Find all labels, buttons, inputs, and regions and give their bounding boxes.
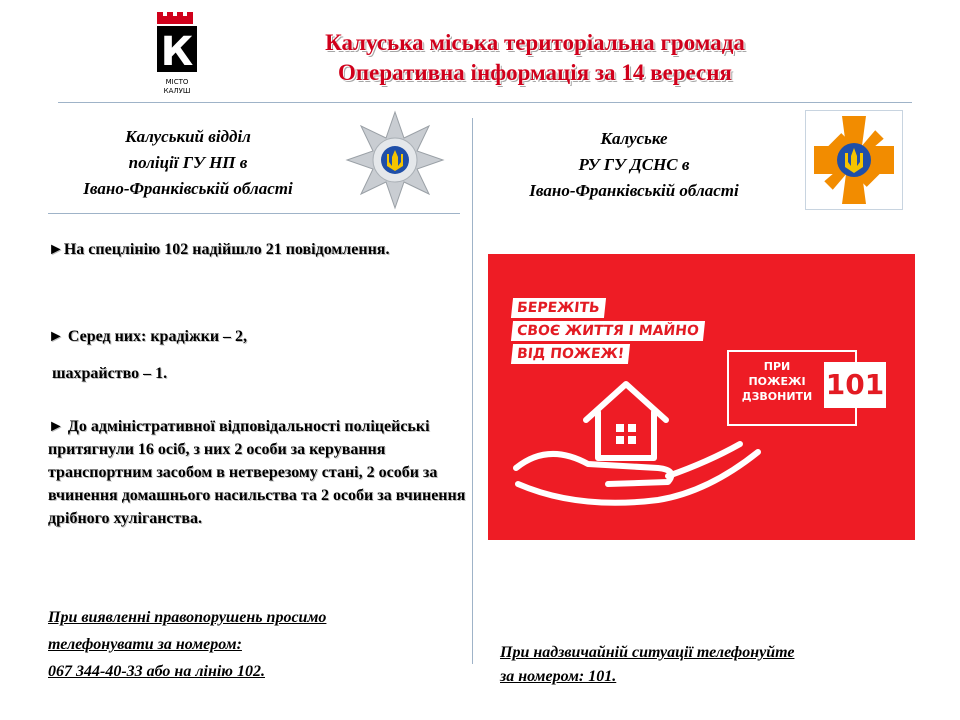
dsns-title-line-1: Калуське [600,129,668,148]
police-contact [48,604,468,685]
logo-caption-line1: МІСТО [165,78,189,86]
page-title [230,28,840,88]
police-title [38,124,338,202]
police-star-trident-icon [340,110,450,210]
title-line-1: Калуська міська територіальна громада [325,30,745,55]
dsns-contact-line-1: При надзвичайній ситуації телефонуйте [500,644,795,661]
police-title-line-1: Калуський відділ [125,127,251,146]
city-logo [152,10,202,98]
police-report-thefts: ► Серед них: крадіжки – 2, [48,328,248,345]
slogan-line-1: БЕРЕЖІТЬ [511,298,606,318]
dsns-title [494,126,774,204]
police-divider [48,213,460,214]
police-report-calls: ►На спецлінію 102 надійшло 21 повідомлення. [48,241,390,258]
title-line-2: Оперативна інформація за 14 вересня [338,60,732,85]
police-title-line-2: поліції ГУ НП в [128,153,248,172]
banner-phone-number: 101 [824,362,886,408]
dsns-phone-link[interactable]: за номером: 101. [500,668,617,685]
police-report-admin: ► До адміністративної відповідальності поліцейські притягнули 16 осіб, з них 2 особи за керування транспортним засобом в нетверезому стані, 2 особи за вчинення домашнього насильства та 2 особи за вчинення дрібного хуліганства. [48,418,466,527]
police-contact-line-1: При виявленні правопорушень просимо [48,609,327,626]
call-text-line-1: ПРИ [763,360,791,373]
slogan-line-2: СВОЄ ЖИТТЯ І МАЙНО [511,321,705,341]
police-title-line-3: Івано-Франківській області [83,179,293,198]
call-text-line-2: ПОЖЕЖІ [748,375,806,388]
police-phone-link[interactable]: 067 344-40-33 або на лінію 102. [48,663,265,680]
police-contact-line-2: телефонувати за номером: [48,636,242,653]
dsns-title-line-3: Івано-Франківській області [529,181,739,200]
dsns-contact [500,641,920,689]
call-text-line-3: ДЗВОНИТИ [741,390,813,403]
banner-call-text [737,359,817,404]
column-divider [472,118,473,664]
logo-caption-line2: КАЛУШ [163,87,191,95]
police-report-fraud: шахрайство – 1. [48,365,168,382]
slogan-line-3: ВІД ПОЖЕЖ! [511,344,630,364]
dsns-cross-trident-icon [805,110,903,210]
logo-letter: К [160,29,194,75]
police-report-crimes [48,325,468,385]
header-divider [58,102,912,103]
dsns-title-line-2: РУ ГУ ДСНС в [578,155,690,174]
